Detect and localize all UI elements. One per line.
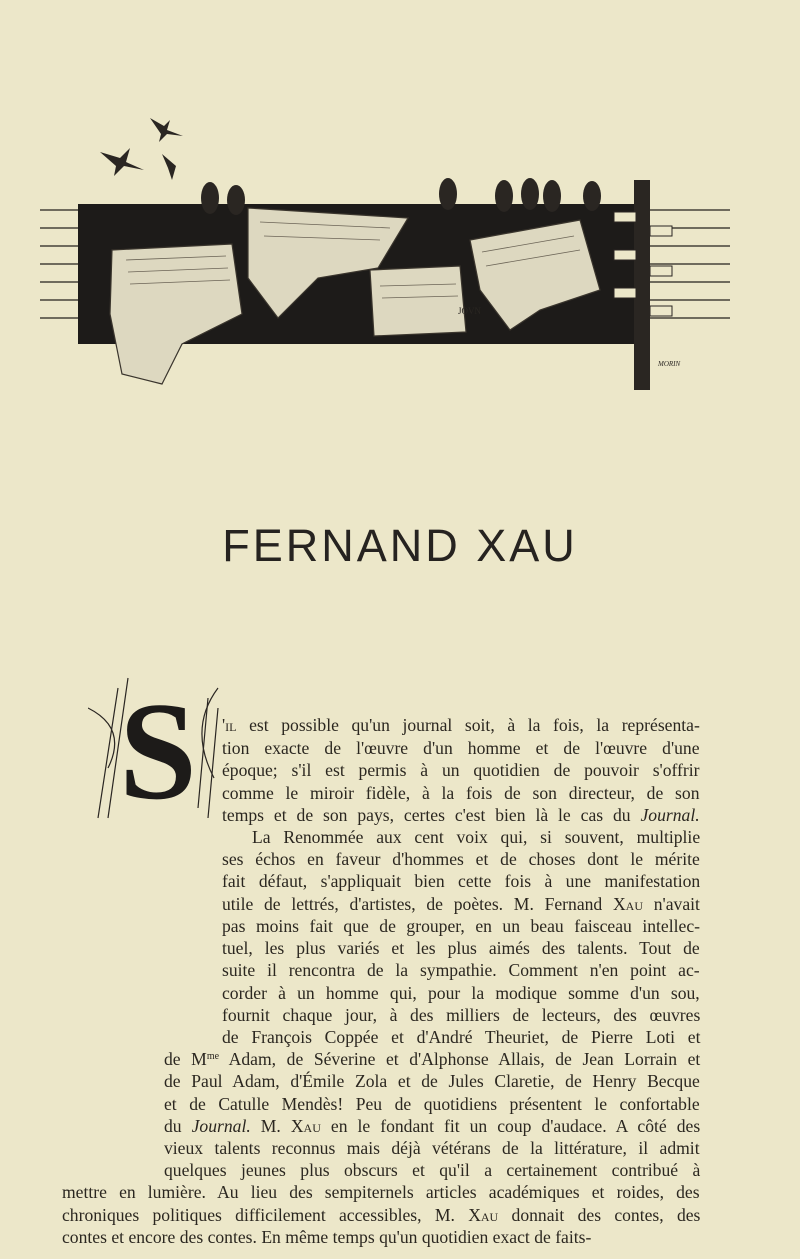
text-line: fournit chaque jour, à des milliers de lecteurs, des œuvres bbox=[222, 1005, 701, 1025]
text-line: chroniques politiques difficilement accessibles, M. Xau donnait des contes, des bbox=[62, 1205, 701, 1225]
text-line: contes et encore des contes. En même temps qu'un quotidien exact de faits- bbox=[62, 1227, 592, 1247]
text-line: fait défaut, s'appliquait bien cette fois à une manifestation bbox=[222, 871, 701, 891]
text-line: pas moins fait que de grouper, en un beau faisceau intellec- bbox=[222, 916, 700, 936]
text-line: du Journal. M. Xau en le fondant fit un coup d'audace. A côté des bbox=[164, 1116, 701, 1136]
text-line: de Paul Adam, d'Émile Zola et de Jules Claretie, de Henry Becque bbox=[164, 1071, 700, 1091]
vignette-signature: MORIN bbox=[658, 360, 681, 368]
page-title: FERNAND XAU bbox=[222, 520, 578, 571]
swallow-icon bbox=[100, 118, 183, 180]
text-line: ses échos en faveur d'hommes et de choses dont le mérite bbox=[222, 849, 700, 869]
vignette-tag: JOVN bbox=[458, 306, 482, 316]
text-line: 'il est possible qu'un journal soit, à la fois, la représenta- bbox=[222, 715, 700, 735]
text-line: de François Coppée et d'André Theuriet, de Pierre Loti et bbox=[222, 1027, 701, 1047]
drop-cap-letter: S bbox=[119, 674, 197, 828]
text-line: La Renommée aux cent voix qui, si souvent, multiplie bbox=[252, 827, 701, 847]
text-line: tuel, les plus variés et les plus aimés des talents. Tout de bbox=[222, 938, 700, 958]
text-line: suite il rencontra de la sympathie. Comment n'en point ac- bbox=[222, 960, 700, 980]
vignette-illustration bbox=[30, 100, 740, 400]
text-line: et de Catulle Mendès! Peu de quotidiens présentent le confortable bbox=[164, 1094, 700, 1114]
text-line: de $M^{me}$ Adam, de Séverine et d'Alphonse Allais, de Jean Lorrain et bbox=[164, 1049, 701, 1069]
text-line: tion exacte de l'œuvre d'un homme et de l'œuvre d'une bbox=[222, 738, 700, 758]
text-line: utile de lettrés, d'artistes, de poètes. M. Fernand Xau n'avait bbox=[222, 894, 700, 914]
text-line: quelques jeunes plus obscurs et qu'il a certainement contribué à bbox=[164, 1160, 701, 1180]
text-line: époque; s'il est permis à un quotidien de pouvoir s'offrir bbox=[222, 760, 700, 780]
text-line: comme le miroir fidèle, à la fois de son directeur, de son bbox=[222, 783, 700, 803]
text-line: corder à un homme qui, pour la modique somme d'un sou, bbox=[222, 983, 700, 1003]
text-line: vieux talents reconnus mais déjà vétérans de la littérature, il admit bbox=[164, 1138, 700, 1158]
text-line: temps et de son pays, certes c'est bien là le cas du Journal. bbox=[222, 805, 700, 825]
text-line: mettre en lumière. Au lieu des sempiternels articles académiques et roides, des bbox=[62, 1182, 700, 1202]
drop-cap-ornament bbox=[88, 668, 228, 828]
